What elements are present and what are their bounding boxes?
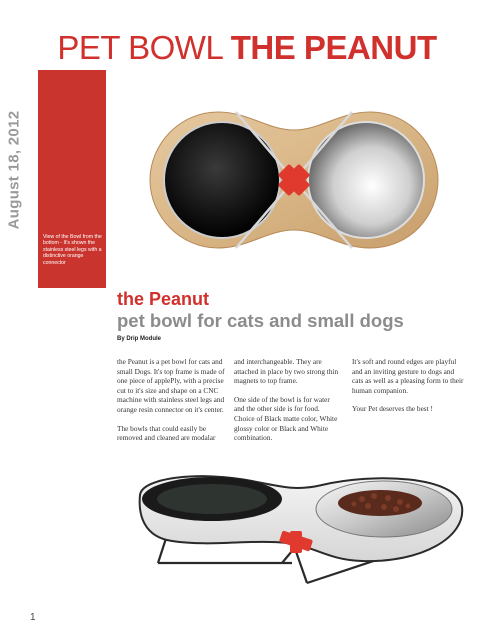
date-text: August 18, 2012 [5, 110, 23, 230]
text-column-2 [234, 357, 342, 452]
paragraph: Your Pet deserves the best ! [352, 404, 433, 414]
page-number: 1 [30, 612, 36, 623]
article-byline: By Drip Module [117, 336, 162, 342]
text-column-1 [117, 357, 225, 452]
bowl-side-view-image [122, 465, 467, 595]
image-caption: View of the Bowl from the bottom - It's shown the stainless steel legs with a distinctive orange connector [43, 234, 102, 266]
page-title [0, 28, 494, 68]
side-black-bowl-inner [157, 484, 267, 514]
title-bold: THE PEANUT [230, 29, 437, 66]
paragraph: It's soft and round edges are playful and an inviting gesture to dogs and cats as well as a pleasing form to their human companion. [352, 357, 464, 395]
text-column-3 [352, 357, 464, 423]
paragraph: The bowls that could easily be removed and cleaned are modalar [117, 423, 216, 443]
paragraph: the Peanut is a pet bowl for cats and small Dogs. It's top frame is made of one piece of applePly, with a precise cut to it's size and shape on a CNC machine with stainless steel legs and orange resin connector on it's center. [117, 357, 225, 414]
steel-bowl [308, 122, 424, 238]
paragraph: One side of the bowl is for water and the other side is for food. Choice of Black matte color, White glossy color or Black and White combination. [234, 394, 338, 443]
bowl-top-view-image [148, 110, 440, 250]
date-vertical [5, 110, 30, 230]
title-light: PET BOWL [57, 29, 223, 66]
pet-food [338, 490, 422, 516]
article-title: the Peanut [117, 289, 210, 309]
paragraph: and interchangeable. They are attached in place by two strong thin magnets to top frame. [234, 357, 339, 386]
black-bowl [164, 122, 280, 238]
article-subtitle: pet bowl for cats and small dogs [117, 310, 404, 331]
